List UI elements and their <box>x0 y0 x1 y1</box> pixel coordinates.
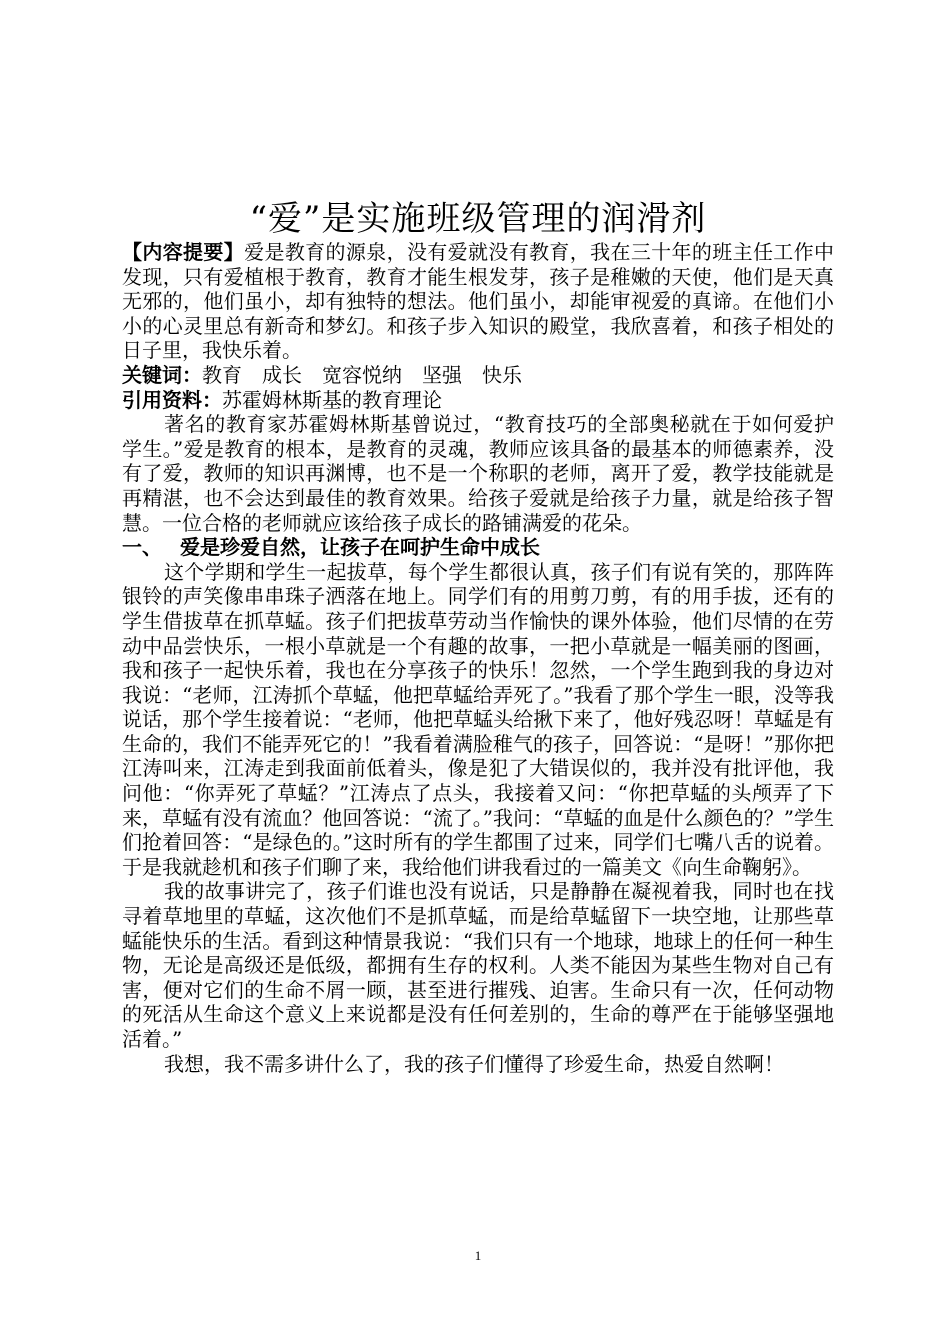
keyword-item: 坚强 <box>422 362 462 387</box>
references-text: 苏霍姆林斯基的教育理论 <box>222 387 442 412</box>
section-paragraph: 这个学期和学生一起拔草，每个学生都很认真，孩子们有说有笑的，那阵阵银铃的声笑像串串珠子洒落在地上。同学们有的用剪刀剪，有的用手拔，还有的学生借拔草在抓草蜢。孩子们把拔草劳动当作愉快的课外体验，他们尽情的在劳动中品尝快乐，一根小草就是一个有趣的故事，一把小草就是一幅美丽的图画，我和孩子一起快乐着，我也在分享孩子的快乐！忽然，一个学生跑到我的身边对我说：“老师，江涛抓个草蜢，他把草蜢给弄死了。”我看了那个学生一眼，没等我说话，那个学生接着说：“老师，他把草蜢头给揪下来了，他好残忍呀！草蜢是有生命的，我们不能弄死它的！”我看着满脸稚气的孩子，回答说：“是呀！”那你把江涛叫来，江涛走到我面前低着头，像是犯了大错误似的，我并没有批评他，我问他：“你弄死了草蜢？”江涛点了点头，我接着又问：“你把草蜢的头颅弄了下来，草蜢有没有流血？他回答说：“流了。”我问：“草蜢的血是什么颜色的？”学生们抢着回答：“是绿色的。”这时所有的学生都围了过来，同学们七嘴八舌的说着。于是我就趁机和孩子们聊了来，我给他们讲我看过的一篇美文《向生命鞠躬》。 <box>122 559 834 879</box>
section-heading-text: 爱是珍爱自然，让孩子在呵护生命中成长 <box>180 535 540 560</box>
abstract-text: 爱是教育的源泉，没有爱就没有教育，我在三十年的班主任工作中发现，只有爱植根于教育，教育才能生根发芽，孩子是稚嫩的天使，他们是天真无邪的，他们虽小，却有独特的想法。他们虽小，却能审视爱的真谛。在他们小小的心灵里总有新奇和梦幻。和孩子步入知识的殿堂，我欣喜着，和孩子相处的日子里，我快乐着。 <box>122 240 835 363</box>
section-paragraph: 我想，我不需多讲什么了，我的孩子们懂得了珍爱生命，热爱自然啊！ <box>164 1051 784 1076</box>
document-body <box>122 240 834 1076</box>
document-title: “爱”是实施班级管理的润滑剂 <box>249 198 707 239</box>
keywords-label: 关键词： <box>122 362 202 387</box>
section-heading <box>122 535 834 560</box>
page-number: 1 <box>474 1248 482 1263</box>
abstract-label: 【内容提要】 <box>122 240 245 264</box>
keyword-item: 快乐 <box>482 362 522 387</box>
references-line <box>122 388 834 413</box>
abstract-paragraph <box>122 240 834 363</box>
section-paragraph: 我的故事讲完了，孩子们谁也没有说话，只是静静在凝视着我，同时也在找寻着草地里的草蜢，这次他们不是抓草蜢，而是给草蜢留下一块空地，让那些草蜢能快乐的生活。看到这种情景我说：“我们只有一个地球，地球上的任何一种生物，无论是高级还是低级，都拥有生存的权利。人类不能因为某些生物对自己有害，便对它们的生命不屑一顾，甚至进行摧残、迫害。生命只有一次，任何动物的死活从生命这个意义上来说都是没有任何差别的，生命的尊严在于能够坚强地活着。” <box>122 879 834 1051</box>
references-label: 引用资料： <box>122 387 222 412</box>
keywords-line <box>122 363 834 388</box>
keyword-item: 教育 <box>202 362 242 387</box>
section-number: 一、 <box>122 535 162 560</box>
keyword-item: 宽容悦纳 <box>322 362 402 387</box>
intro-paragraph: 著名的教育家苏霍姆林斯基曾说过，“教育技巧的全部奥秘就在于如何爱护学生。”爱是教育的根本，是教育的灵魂，教师应该具备的最基本的师德素养，没有了爱，教师的知识再渊博，也不是一个称职的老师，离开了爱，教学技能就是再精湛，也不会达到最佳的教育效果。给孩子爱就是给孩子力量，就是给孩子智慧。一位合格的老师就应该给孩子成长的路铺满爱的花朵。 <box>122 412 834 535</box>
document-page <box>122 0 834 1344</box>
keyword-item: 成长 <box>262 362 302 387</box>
